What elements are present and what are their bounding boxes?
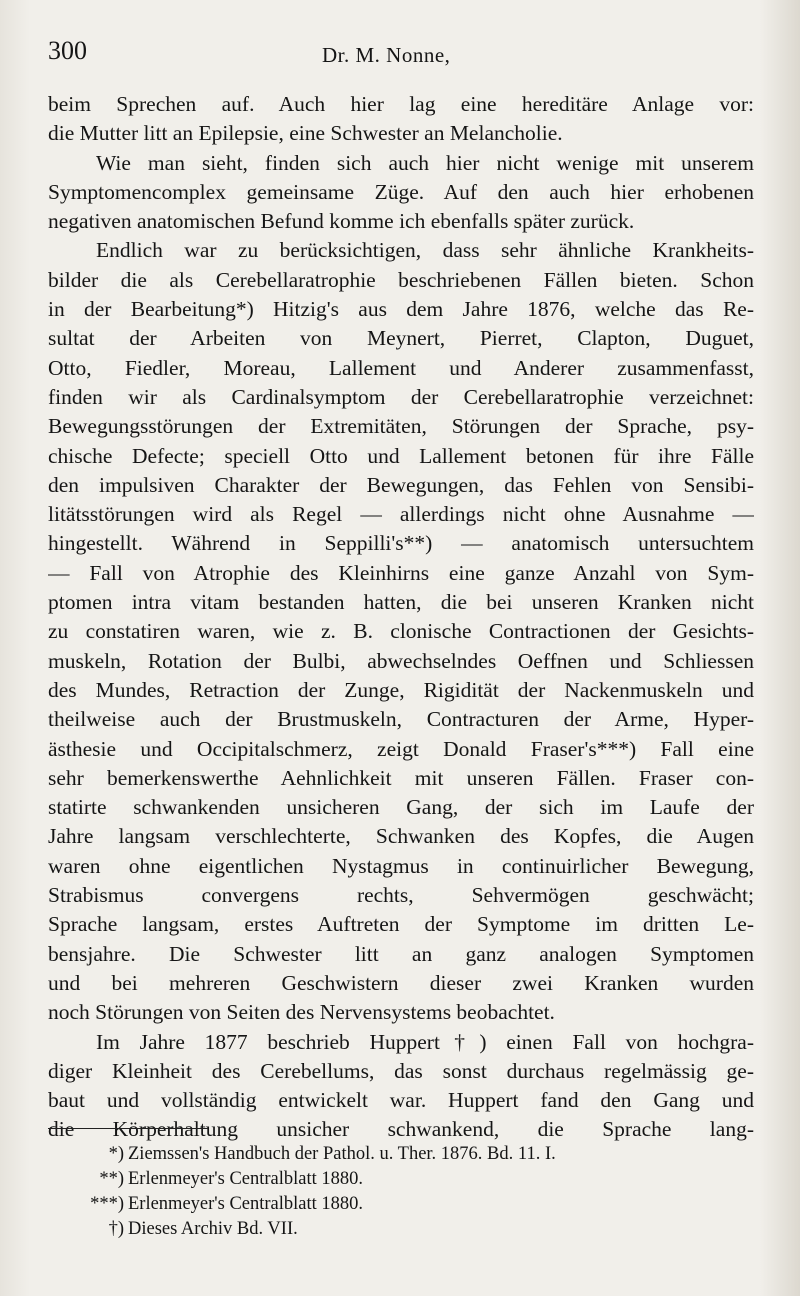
footnote-text: Dieses Archiv Bd. VII.: [128, 1219, 298, 1239]
text-line: Endlich war zu berücksichtigen, dass sehr ähnliche Krankheits-: [96, 238, 754, 263]
text-line: noch Störungen von Seiten des Nervensystems beobachtet.: [48, 1000, 555, 1025]
text-line: und bei mehreren Geschwistern dieser zwei Kranken wurden: [48, 970, 754, 995]
text-line: beim Sprechen auf. Auch hier lag eine hereditäre Anlage vor:: [48, 92, 754, 116]
text-line: des Mundes, Retraction der Zunge, Rigidität der Nackenmuskeln und: [48, 677, 754, 702]
footnote-text: Ziemssen's Handbuch der Pathol. u. Ther. 1876. Bd. 11. I.: [128, 1144, 556, 1164]
text-line: Jahre langsam verschlechterte, Schwanken des Kopfes, die Augen: [48, 824, 754, 849]
text-line: — Fall von Atrophie des Kleinhirns eine ganze Anzahl von Sym-: [48, 560, 754, 585]
text-line: Otto, Fiedler, Moreau, Lallement und Anderer zusammenfasst,: [48, 355, 754, 380]
footnote-text: Erlenmeyer's Centralblatt 1880.: [128, 1169, 364, 1189]
text-line: Im Jahre 1877 beschrieb Huppert†) einen Fall von hochgra-: [96, 1029, 754, 1054]
text-line: litätsstörungen wird als Regel — allerdings nicht ohne Ausnahme —: [48, 502, 754, 527]
footnote-mark: *): [108, 1144, 124, 1164]
page-header: [48, 36, 768, 76]
text-line: Symptomencomplex gemeinsame Züge. Auf den auch hier erhobenen: [48, 179, 754, 204]
footnotes: [60, 1142, 740, 1242]
text-line: in der Bearbeitung*) Hitzig's aus dem Jahre 1876, welche das Re-: [48, 297, 754, 322]
text-line: Bewegungsstörungen der Extremitäten, Störungen der Sprache, psy-: [48, 414, 754, 439]
text-line: Sprache langsam, erstes Auftreten der Symptome im dritten Le-: [48, 912, 754, 937]
text-line: finden wir als Cardinalsymptom der Cerebellaratrophie verzeichnet:: [48, 384, 754, 409]
text-line: bensjahre. Die Schwester litt an ganz analogen Symptomen: [48, 941, 754, 966]
text-line: sehr bemerkenswerthe Aehnlichkeit mit unseren Fällen. Fraser con-: [48, 765, 754, 790]
text-line: den impulsiven Charakter der Bewegungen, das Fehlen von Sensibi-: [48, 472, 754, 497]
text-line: Strabismus convergens rechts, Sehvermögen geschwächt;: [48, 883, 754, 908]
running-title: Dr. M. Nonne,: [322, 43, 451, 67]
text-line: ptomen intra vitam bestanden hatten, die bei unseren Kranken nicht: [48, 590, 754, 615]
page-number: 300: [48, 36, 87, 65]
text-line: bilder die als Cerebellaratrophie beschriebenen Fällen bieten. Schon: [48, 267, 754, 292]
text-line: chische Defecte; speciell Otto und Lallement betonen für ihre Fälle: [48, 443, 754, 468]
text-line: waren ohne eigentlichen Nystagmus in continuirlicher Bewegung,: [48, 853, 754, 878]
footnote: [60, 1192, 740, 1217]
text-line: ästhesie und Occipitalschmerz, zeigt Donald Fraser's***) Fall eine: [48, 736, 754, 761]
text-line: hingestellt. Während in Seppilli's**) — anatomisch untersuchtem: [48, 531, 754, 556]
footnote: [60, 1217, 740, 1242]
text-line: diger Kleinheit des Cerebellums, das sonst durchaus regelmässig ge-: [48, 1058, 754, 1083]
text-line: sultat der Arbeiten von Meynert, Pierret, Clapton, Duguet,: [48, 326, 754, 351]
text-line: die Körperhaltung unsicher schwankend, die Sprache lang-: [48, 1117, 754, 1142]
footnote-mark: **): [99, 1169, 124, 1189]
footnote: [60, 1167, 740, 1192]
footnote: [60, 1142, 740, 1167]
footnote-mark: †): [108, 1219, 124, 1239]
text-line: die Mutter litt an Epilepsie, eine Schwester an Melancholie.: [48, 121, 563, 146]
text-line: zu constatiren waren, wie z. B. clonische Contractionen der Gesichts-: [48, 619, 754, 644]
text-line: baut und vollständig entwickelt war. Huppert fand den Gang und: [48, 1088, 754, 1113]
text-line: Wie man sieht, finden sich auch hier nicht wenige mit unserem: [96, 150, 754, 175]
text-line: theilweise auch der Brustmuskeln, Contracturen der Arme, Hyper-: [48, 707, 754, 732]
footnote-text: Erlenmeyer's Centralblatt 1880.: [128, 1194, 364, 1214]
text-line: negativen anatomischen Befund komme ich ebenfalls später zurück.: [48, 209, 635, 234]
text-line: statirte schwankenden unsicheren Gang, der sich im Laufe der: [48, 795, 754, 820]
footnote-mark: ***): [90, 1194, 124, 1214]
footnote-divider: [48, 1128, 208, 1129]
text-line: muskeln, Rotation der Bulbi, abwechselndes Oeffnen und Schliessen: [48, 648, 754, 673]
body-text: [48, 90, 754, 1145]
